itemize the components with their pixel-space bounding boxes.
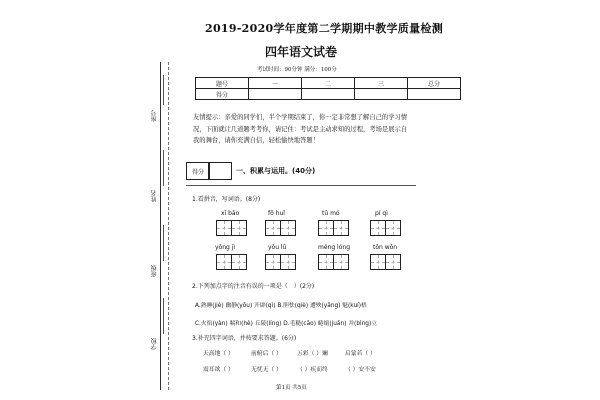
section-score-box (208, 162, 232, 180)
pinyin-label: fǒ huǐ (268, 210, 285, 217)
writing-grid[interactable] (216, 220, 246, 236)
pinyin-label: tū mó (322, 210, 340, 217)
pinyin-label: xī bāo (221, 210, 240, 217)
idiom-blank[interactable]: （ ）安不安 (345, 367, 376, 373)
name-underline (163, 150, 164, 186)
sidebar-label-seat: 座号 (151, 110, 158, 122)
idiom-blank[interactable]: 前俯后（ ） (251, 351, 282, 357)
writing-grid[interactable] (318, 220, 348, 236)
score-cell (355, 89, 408, 100)
idiom-blank[interactable]: （ ）疾而终 (297, 367, 328, 373)
exam-subtitle: 四年语文试卷 (265, 45, 338, 59)
seal-dashed-line (168, 62, 169, 390)
pinyin-label: tǒn wǒn (373, 244, 398, 251)
pinyin-label: pí qì (375, 210, 388, 217)
table-header-cell: 题号 (196, 78, 249, 89)
table-header-cell: 三 (355, 78, 408, 89)
table-header-cell: 一 (249, 78, 302, 89)
question-2: 2.下列加点字的注音有误的一项是（ ）(2分) (192, 283, 315, 290)
section-score-label: 得分 (186, 162, 210, 180)
section-title: 一、积累与运用。(40分) (236, 167, 316, 175)
pinyin-label: yǒng jì (215, 244, 236, 251)
pinyin-label: yǒu lǜ (268, 244, 287, 251)
option-row-ab: A.熟睡(jiè) 幽静(yōu) 开辟(qì) B.胆怯(qiè) 遭殃(yāng) 魁(kuí)梧 (195, 303, 367, 309)
table-header-cell: 二 (302, 78, 355, 89)
seat-underline (163, 75, 164, 105)
score-cell (249, 89, 302, 100)
friendly-notice: 友情提示：亲爱的同学们，半个学期结束了，你一定非常想了解自己的学习情况，下面就让几道题考考你，请记住：考试是主动求知的过程，考场是展示自我的舞台，请你充满自信，轻松愉快地答题！ (193, 114, 408, 144)
score-cell (408, 89, 461, 100)
sidebar-label-name: 姓名 (151, 190, 158, 202)
section-divider (186, 185, 416, 186)
school-underline (163, 298, 164, 334)
class-underline (163, 225, 164, 261)
table-row-label: 得分 (196, 89, 249, 100)
writing-grid[interactable] (370, 254, 400, 270)
score-table (195, 77, 461, 100)
table-header-cell: 总分 (408, 78, 461, 89)
score-table-header-row (196, 78, 461, 89)
binding-line (160, 62, 161, 390)
writing-grid[interactable] (216, 254, 246, 270)
score-cell (302, 89, 355, 100)
page-footer: 第1页 共5页 (276, 385, 307, 391)
question-3: 3.补充四字词语，并按要求答题。(6分) (192, 335, 297, 342)
idiom-blank[interactable]: 启蒙若（ ） (345, 351, 376, 357)
idiom-blank[interactable]: 五彩（ ）斓 (297, 351, 328, 357)
exam-title: 2019-2020学年度第二学期期中教学质量检测 (205, 22, 443, 35)
writing-grid[interactable] (318, 254, 348, 270)
score-table-score-row (196, 89, 461, 100)
idiom-blank[interactable]: 天高地（ ） (203, 351, 234, 357)
idiom-blank[interactable]: 无忧无（ ） (251, 367, 282, 373)
exam-info: 考试时间：90分钟 满分：100分 (257, 67, 337, 73)
sidebar-label-school: 学校 (151, 338, 158, 350)
writing-grid[interactable] (265, 220, 295, 236)
option-row-cd: C.火焰(yàn) 喘和(hè) 丘陵(líng) D.毛糙(cāo) 蜷缩(juǎn) 并(bìng)立 (195, 321, 378, 327)
sidebar-label-class: 班级 (151, 265, 158, 277)
pinyin-label: méng lóng (318, 244, 351, 251)
writing-grid[interactable] (265, 254, 295, 270)
writing-grid[interactable] (370, 220, 400, 236)
idiom-blank[interactable]: 震耳欲（ ） (203, 367, 234, 373)
question-1: 1.看拼音，写词语。(8分) (192, 196, 261, 203)
